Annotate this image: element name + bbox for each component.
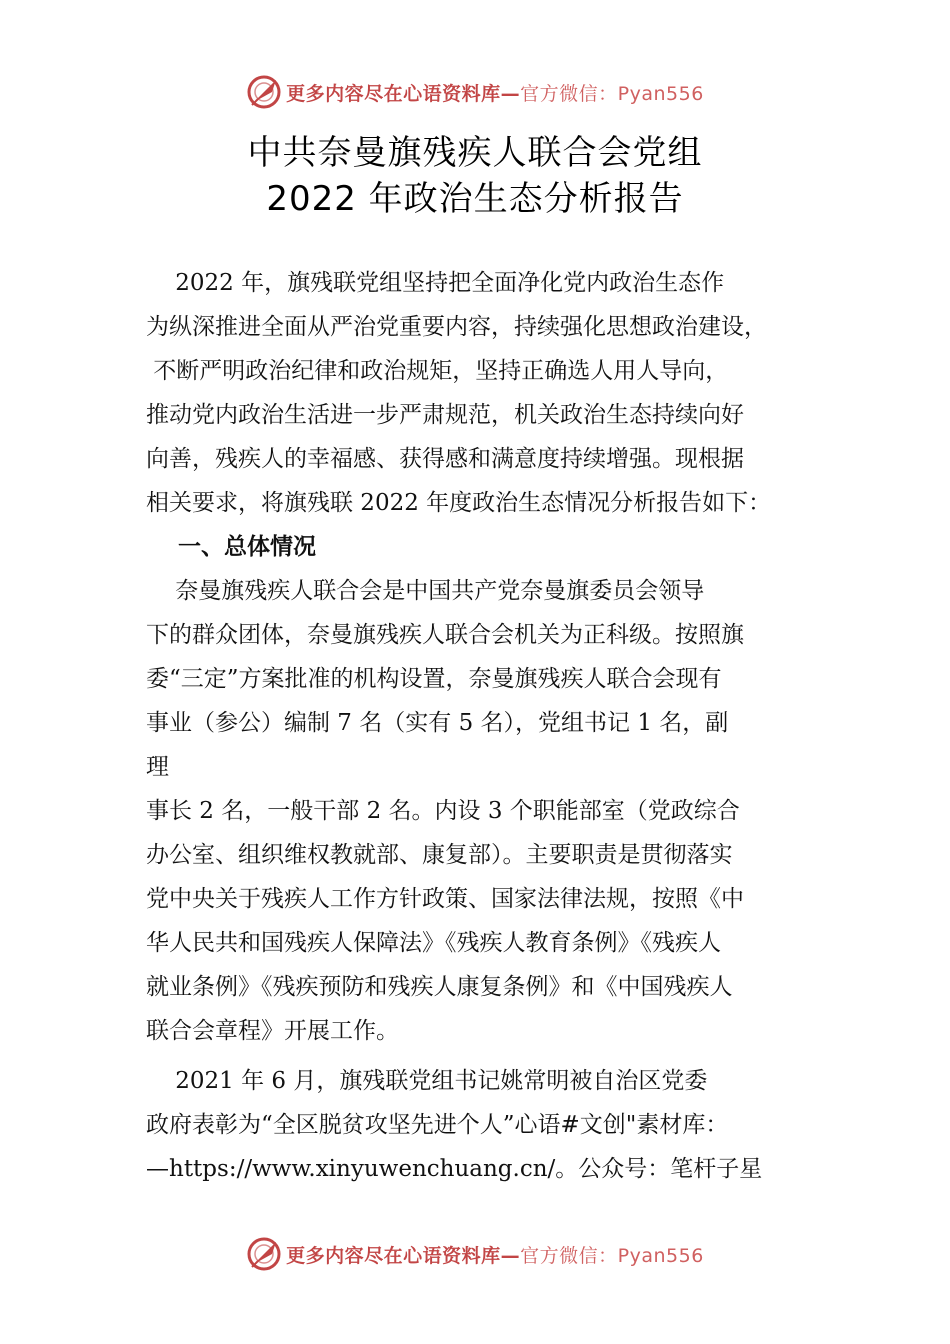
watermark-banner-top	[0, 70, 950, 114]
quill-seal-logo-icon	[246, 74, 282, 110]
body-line: 党中央关于残疾人工作方针政策、国家法律法规，按照《中	[146, 886, 744, 912]
watermark-text	[286, 79, 704, 106]
body-line: 为纵深推进全面从严治党重要内容，持续强化思想政治建设，	[146, 314, 767, 340]
document-title-line-2: 2022 年政治生态分析报告	[266, 179, 684, 219]
body-line: 联合会章程》开展工作。	[146, 1018, 399, 1044]
watermark-banner-bottom	[0, 1232, 950, 1276]
watermark-wechat-text: 官方微信：Pyan556	[520, 1244, 704, 1267]
body-line: 不断严明政治纪律和政治规矩，坚持正确选人用人导向，	[146, 358, 729, 384]
watermark-text	[286, 1241, 704, 1268]
quill-seal-logo-icon	[246, 1236, 282, 1272]
body-line: 华人民共和国残疾人保障法》《残疾人教育条例》《残疾人	[146, 930, 721, 956]
watermark-source-text: 更多内容尽在心语资料库—	[286, 82, 521, 105]
body-line: 相关要求，将旗残联 2022 年度政治生态情况分析报告如下：	[146, 490, 772, 516]
body-line: 2021 年 6 月，旗残联党组书记姚常明被自治区党委	[146, 1068, 708, 1094]
section-heading: 一、总体情况	[146, 534, 317, 560]
body-line: 2022 年，旗残联党组坚持把全面净化党内政治生态作	[146, 270, 725, 296]
body-line: 下的群众团体，奈曼旗残疾人联合会机关为正科级。按照旗	[146, 622, 744, 648]
watermark-wechat-text: 官方微信：Pyan556	[520, 82, 704, 105]
body-line: 理	[146, 754, 169, 780]
body-line: 政府表彰为“全区脱贫攻坚先进个人”心语#文创"素材库：	[146, 1112, 729, 1138]
body-line: 奈曼旗残疾人联合会是中国共产党奈曼旗委员会领导	[146, 578, 705, 604]
body-line: 办公室、组织维权教就部、康复部）。主要职责是贯彻落实	[146, 842, 733, 868]
watermark-source-text: 更多内容尽在心语资料库—	[286, 1244, 521, 1267]
body-line: 委“三定”方案批准的机构设置，奈曼旗残疾人联合会现有	[146, 666, 722, 692]
body-line: 向善，残疾人的幸福感、获得感和满意度持续增强。现根据	[146, 446, 744, 472]
body-line: 就业条例》《残疾预防和残疾人康复条例》和《中国残疾人	[146, 974, 733, 1000]
body-line: 事长 2 名，一般干部 2 名。内设 3 个职能部室（党政综合	[146, 798, 740, 824]
body-line: —https://www.xinyuwenchuang.cn/。公众号：笔杆子星	[146, 1156, 763, 1182]
body-line: 事业（参公）编制 7 名（实有 5 名），党组书记 1 名，副	[146, 710, 729, 736]
body-line: 推动党内政治生活进一步严肃规范，机关政治生态持续向好	[146, 402, 744, 428]
document-title-line-1: 中共奈曼旗残疾人联合会党组	[247, 133, 703, 173]
